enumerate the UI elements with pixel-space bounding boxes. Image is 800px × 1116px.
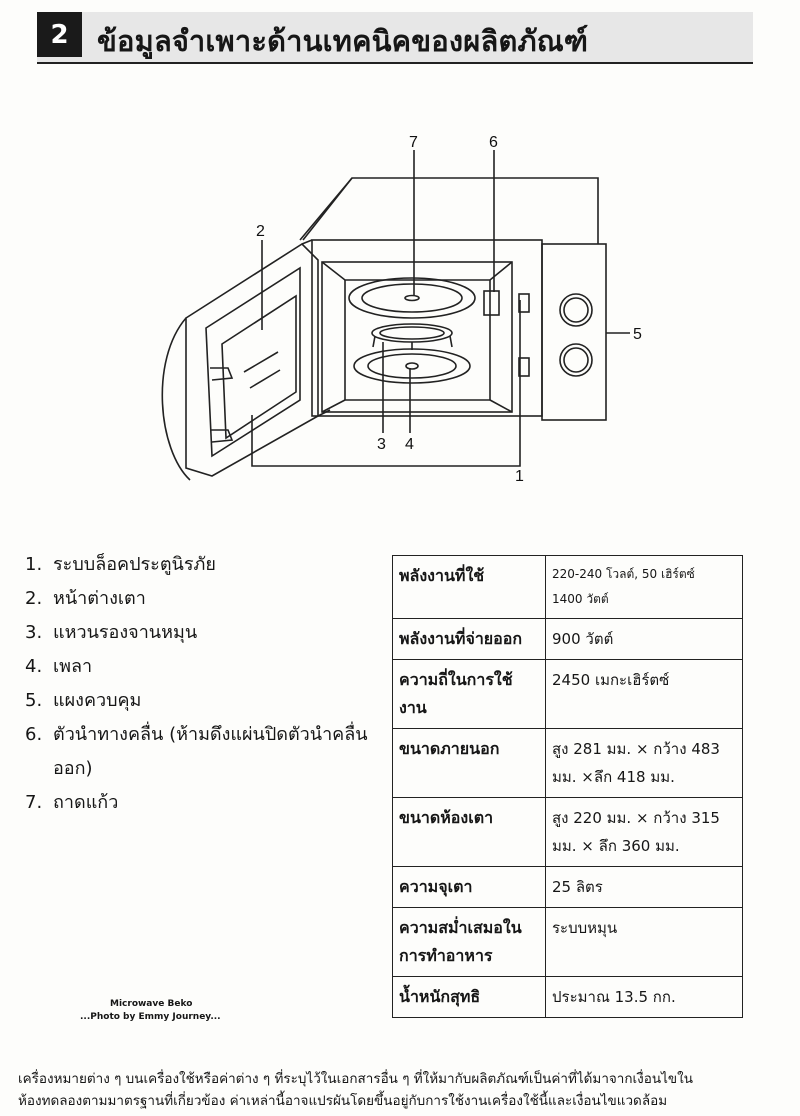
section-number: 2 xyxy=(37,12,82,57)
callout-5: 5 xyxy=(633,326,642,343)
spec-value: 220-240 โวลต์, 50 เฮิร์ตซ์ 1400 วัตต์ xyxy=(546,556,743,619)
microwave-diagram xyxy=(150,120,650,490)
photo-credit: Microwave Beko ...Photo by Emmy Journey... xyxy=(80,999,221,1022)
spec-value: สูง 220 มม. × กว้าง 315 มม. × ลึก 360 มม. xyxy=(546,798,743,867)
list-item: 3. แหวนรองจานหมุน xyxy=(25,622,198,643)
spec-label: ความสม่ำเสมอในการทำอาหาร xyxy=(393,908,546,977)
callout-3: 3 xyxy=(377,436,386,453)
list-item: 7. ถาดแก้ว xyxy=(25,792,119,813)
table-row xyxy=(393,556,743,619)
callout-4: 4 xyxy=(405,436,414,453)
spec-label: ความจุเตา xyxy=(393,867,546,908)
list-item: 1. ระบบล็อคประตูนิรภัย xyxy=(25,554,216,575)
section-header xyxy=(37,12,753,64)
spec-value: สูง 281 มม. × กว้าง 483 มม. ×ลึก 418 มม. xyxy=(546,729,743,798)
footer-note: เครื่องหมายต่าง ๆ บนเครื่องใช้หรือค่าต่าง ๆ ที่ระบุไว้ในเอกสารอื่น ๆ ที่ให้มากับผลิตภัณฑ์เป็นค่าที่ได้มาจากเงื่อนไขใน ห้องทดลองตามมาตรฐานที่เกี่ยวข้อง ค่าเหล่านี้อาจแปรผันโดยขึ้นอยู่กับการใช้งานเครื่องใช้นี้และเงื่อนไขแวดล้อม xyxy=(18,1071,693,1109)
spec-value: 900 วัตต์ xyxy=(546,619,743,660)
table-row xyxy=(393,867,743,908)
spec-table xyxy=(392,555,743,1018)
table-row xyxy=(393,798,743,867)
spec-label: ความถี่ในการใช้งาน xyxy=(393,660,546,729)
table-row xyxy=(393,660,743,729)
table-row xyxy=(393,729,743,798)
spec-value: ระบบหมุน xyxy=(546,908,743,977)
list-item: 6. ตัวนำทางคลื่น (ห้ามดึงแผ่นปิดตัวนำคลื่นออก) xyxy=(25,724,368,779)
callout-2: 2 xyxy=(256,223,265,240)
spec-label: พลังงานที่จ่ายออก xyxy=(393,619,546,660)
table-row xyxy=(393,908,743,977)
spec-value: 2450 เมกะเฮิร์ตซ์ xyxy=(546,660,743,729)
list-item: 2. หน้าต่างเตา xyxy=(25,588,146,609)
spec-value: 25 ลิตร xyxy=(546,867,743,908)
list-item: 4. เพลา xyxy=(25,656,93,677)
table-row xyxy=(393,977,743,1018)
spec-value: ประมาณ 13.5 กก. xyxy=(546,977,743,1018)
section-title: ข้อมูลจำเพาะด้านเทคนิคของผลิตภัณฑ์ xyxy=(97,24,589,58)
callout-6: 6 xyxy=(489,134,498,151)
spec-label: ขนาดห้องเตา xyxy=(393,798,546,867)
spec-label: พลังงานที่ใช้ xyxy=(393,556,546,619)
callout-1: 1 xyxy=(515,468,524,485)
parts-list xyxy=(25,548,380,820)
spec-label: น้ำหนักสุทธิ xyxy=(393,977,546,1018)
spec-label: ขนาดภายนอก xyxy=(393,729,546,798)
table-row xyxy=(393,619,743,660)
list-item: 5. แผงควบคุม xyxy=(25,690,142,711)
callout-7: 7 xyxy=(409,134,418,151)
